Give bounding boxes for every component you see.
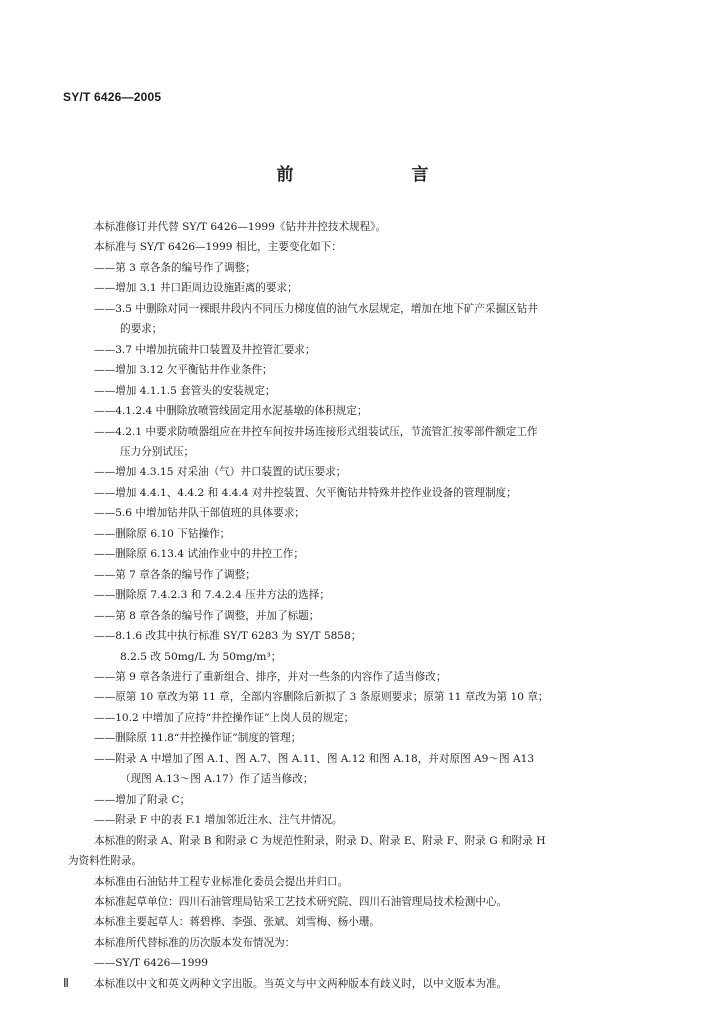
list-item: ——4.1.2.4 中删除放喷管线固定用水泥基墩的体积规定； bbox=[94, 405, 368, 418]
list-item: ——第 7 章各条的编号作了调整； bbox=[94, 568, 256, 581]
list-item: ——增加 4.1.1.5 套管头的安装规定； bbox=[94, 384, 276, 397]
paragraph-line: 本标准与 SY/T 6426—1999 相比，主要变化如下： bbox=[94, 241, 342, 254]
list-item: ——增加了附录 C； bbox=[94, 793, 191, 806]
list-item: ——附录 A 中增加了图 A.1、图 A.7、图 A.11、图 A.12 和图 A.18，并对原图 A9～图 A13 bbox=[94, 752, 535, 765]
page-number: Ⅱ bbox=[63, 976, 69, 990]
list-item: ——3.5 中删除对同一裸眼井段内不同压力梯度值的油气水层规定，增加在地下矿产采掘区钻井 bbox=[94, 302, 538, 315]
list-item-continuation: 压力分别试压； bbox=[120, 445, 195, 458]
list-item: ——删除原 6.13.4 试油作业中的井控工作； bbox=[94, 548, 304, 561]
list-item: ——原第 10 章改为第 11 章，全部内容删除后新拟了 3 条原则要求；原第 11 章改为第 10 章； bbox=[94, 691, 549, 704]
paragraph-line: 本标准的附录 A、附录 B 和附录 C 为规范性附录，附录 D、附录 E、附录 F、附录 G 和附录 H bbox=[94, 834, 546, 847]
paragraph-line-continuation: 为资料性附录。 bbox=[68, 855, 143, 868]
list-item: ——第 9 章各条进行了重新组合、排序，并对一些条的内容作了适当修改； bbox=[94, 670, 447, 683]
list-item: ——附录 F 中的表 F.1 增加邻近注水、注气井情况。 bbox=[94, 814, 343, 827]
list-item: ——4.2.1 中要求防喷器组应在井控车间按井场连接形式组装试压，节流管汇按零部件额定工作 bbox=[94, 425, 538, 438]
list-item-continuation: 的要求； bbox=[120, 323, 163, 336]
list-item: ——8.1.6 改其中执行标准 SY/T 6283 为 SY/T 5858； bbox=[94, 630, 362, 643]
paragraph-line: 本标准起草单位：四川石油管理局钻采工艺技术研究院、四川石油管理局技术检测中心。 bbox=[94, 895, 508, 908]
list-item: ——增加 3.12 欠平衡钻井作业条件； bbox=[94, 364, 273, 377]
paragraph-line: 本标准主要起草人：蒋碧桦、李强、张斌、刘雪梅、杨小珊。 bbox=[94, 916, 381, 929]
paragraph-line: 本标准由石油钻井工程专业标准化委员会提出并归口。 bbox=[94, 875, 349, 888]
list-item: ——第 3 章各条的编号作了调整； bbox=[94, 261, 256, 274]
list-item: ——删除原 7.4.2.3 和 7.4.2.4 压井方法的选择； bbox=[94, 589, 330, 602]
list-item: ——10.2 中增加了应持“井控操作证”上岗人员的规定； bbox=[94, 711, 355, 724]
list-item: ——5.6 中增加钻井队干部值班的具体要求； bbox=[94, 507, 305, 520]
list-item: ——删除原 6.10 下钻操作； bbox=[94, 527, 231, 540]
paragraph-line: 本标准所代替标准的历次版本发布情况为： bbox=[94, 936, 296, 949]
paragraph-line: 本标准以中文和英文两种文字出版。当英文与中文两种版本有歧义时，以中文版本为准。 bbox=[94, 977, 508, 990]
list-item: ——3.7 中增加抗硫井口装置及井控管汇要求； bbox=[94, 343, 316, 356]
list-item: ——第 8 章各条的编号作了调整，并加了标题； bbox=[94, 609, 320, 622]
list-item: ——SY/T 6426—1999 bbox=[94, 957, 208, 970]
list-item: ——增加 4.4.1、4.4.2 和 4.4.4 对井控装置、欠平衡钻井特殊井控作业设备的管理制度； bbox=[94, 486, 517, 499]
list-item-continuation: （现图 A.13～图 A.17）作了适当修改； bbox=[120, 773, 314, 786]
body-text bbox=[68, 217, 660, 994]
list-item-continuation: 8.2.5 改 50mg/L 为 50mg/m³； bbox=[120, 650, 282, 663]
list-item: ——删除原 11.8“井控操作证”制度的管理； bbox=[94, 732, 302, 745]
standard-code-header: SY/T 6426—2005 bbox=[63, 90, 162, 104]
paragraph-line: 本标准修订并代替 SY/T 6426—1999《钻井井控技术规程》。 bbox=[94, 221, 387, 233]
list-item: ——增加 3.1 井口距周边设施距离的要求； bbox=[94, 282, 298, 295]
page-title: 前 言 bbox=[276, 165, 457, 185]
list-item: ——增加 4.3.15 对采油（气）井口装置的试压要求； bbox=[94, 466, 347, 479]
